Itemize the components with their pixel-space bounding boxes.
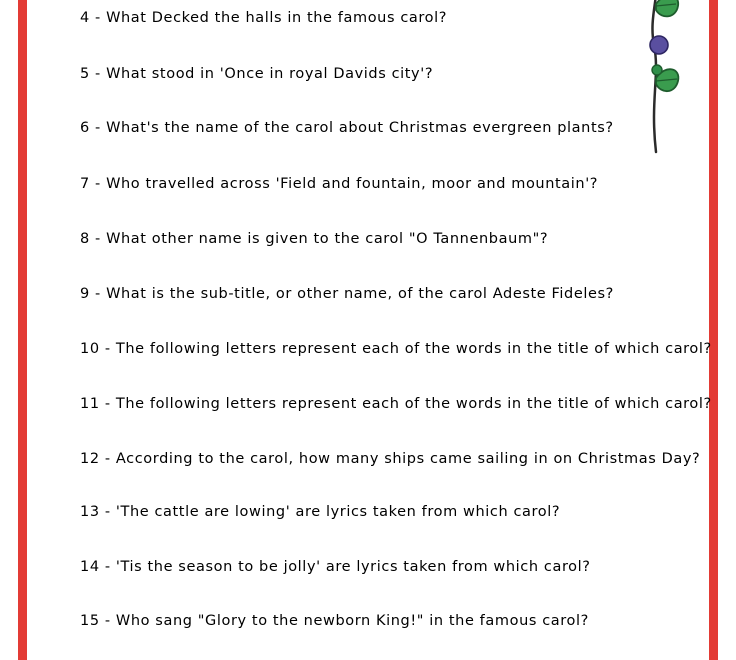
question-item: 9 - What is the sub-title, or other name, of the carol Adeste Fideles?	[80, 286, 614, 302]
question-item: 7 - Who travelled across 'Field and fountain, moor and mountain'?	[80, 176, 599, 192]
right-border-stripe	[709, 0, 718, 660]
question-item: 11 - The following letters represent each of the words in the title of which carol?	[80, 396, 712, 412]
question-item: 14 - 'Tis the season to be jolly' are lyrics taken from which carol?	[80, 559, 591, 575]
question-item: 6 - What's the name of the carol about Christmas evergreen plants?	[80, 120, 614, 136]
question-list	[80, 0, 712, 660]
question-item: 15 - Who sang "Glory to the newborn King!" in the famous carol?	[80, 613, 589, 629]
left-border-stripe	[18, 0, 27, 660]
question-item: 5 - What stood in 'Once in royal Davids city'?	[80, 66, 434, 82]
question-item: 12 - According to the carol, how many ships came sailing in on Christmas Day?	[80, 451, 701, 467]
question-item: 8 - What other name is given to the carol "O Tannenbaum"?	[80, 231, 549, 247]
question-item: 4 - What Decked the halls in the famous carol?	[80, 10, 448, 26]
question-item: 13 - 'The cattle are lowing' are lyrics taken from which carol?	[80, 504, 561, 520]
question-item: 10 - The following letters represent each of the words in the title of which carol?	[80, 341, 712, 357]
